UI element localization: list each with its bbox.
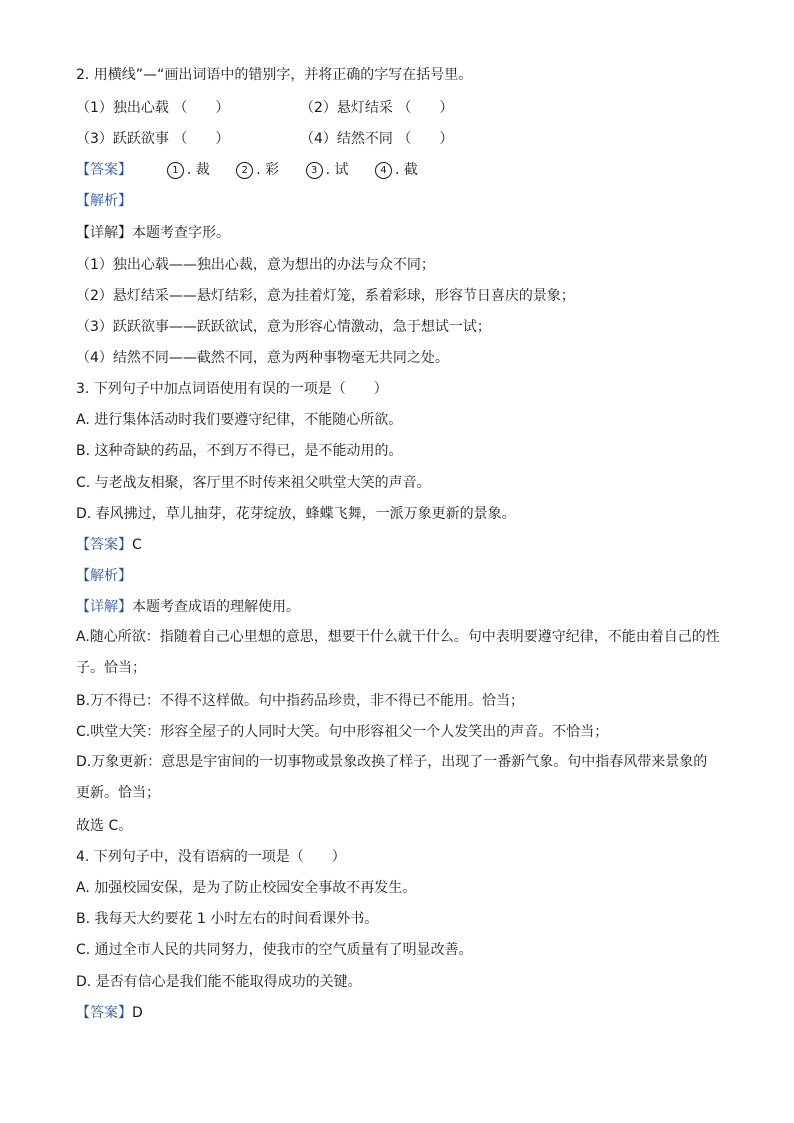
q3-detail-intro: 【详解】本题考查成语的理解使用。 <box>76 599 300 615</box>
q2-detail-intro: 【详解】本题考查字形。 <box>76 225 230 241</box>
q4-answer-line <box>76 1004 143 1022</box>
q3-option-d: D. 春风拂过，草儿抽芽，花芽绽放，蜂蝶飞舞，一派万象更新的景象。 <box>76 506 516 522</box>
q3-detail-b: B.万不得已：不得不这样做。句中指药品珍贵，非不得已不能用。恰当； <box>76 693 525 709</box>
q3-option-b: B. 这种奇缺的药品，不到万不得已，是不能动用的。 <box>76 443 403 459</box>
q3-answer-line <box>76 536 142 554</box>
q2-items-row-2 <box>76 130 720 148</box>
circled-number: 2 <box>236 162 253 179</box>
q2-detail-4: （4）结然不同——截然不同，意为两种事物毫无共同之处。 <box>76 350 449 366</box>
q4-option-b: B. 我每天大约要花 1 小时左右的时间看课外书。 <box>76 911 379 927</box>
detail-tag: 【详解】 <box>76 225 132 241</box>
answer-item-1: 1 . 裁 <box>167 161 210 179</box>
q3-option-a: A. 进行集体活动时我们要遵守纪律，不能随心所欲。 <box>76 412 403 428</box>
circled-number: 1 <box>167 162 184 179</box>
answer-item-4: 4 . 截 <box>375 161 418 179</box>
answer-item-3: 3 . 试 <box>306 161 349 179</box>
answer-tag: 【答案】 <box>76 162 132 178</box>
q3-conclusion: 故选 C。 <box>76 818 133 834</box>
q2-stem: 2. 用横线”—“画出词语中的错别字，并将正确的字写在括号里。 <box>76 67 473 83</box>
detail-tag: 【详解】 <box>76 599 132 615</box>
q2-answer-line <box>76 161 440 179</box>
q2-detail-3: （3）跃跃欲事——跃跃欲试，意为形容心情激动，急于想试一试； <box>76 319 491 335</box>
answer-tag: 【答案】 <box>76 1005 132 1021</box>
q2-item-3: （3）跃跃欲事 （ ） <box>76 131 230 147</box>
q4-option-d: D. 是否有信心是我们能不能取得成功的关键。 <box>76 974 362 990</box>
q2-item-1: （1）独出心载 （ ） <box>76 100 230 116</box>
q2-items-row-1 <box>76 99 720 117</box>
q2-item-4: （4）结然不同 （ ） <box>300 131 454 147</box>
circled-number: 4 <box>375 162 392 179</box>
q3-answer: C <box>132 537 142 553</box>
q2-item-2: （2）悬灯结采 （ ） <box>300 100 454 116</box>
q3-detail-a: A.随心所欲：指随着自己心里想的意思，想要干什么就干什么。句中表明要遵守纪律，不能由着自己的性子。恰当； <box>76 629 720 676</box>
q2-detail-2: （2）悬灯结采——悬灯结彩，意为挂着灯笼，系着彩球，形容节日喜庆的景象； <box>76 288 575 304</box>
q4-answer: D <box>132 1005 143 1021</box>
analysis-tag: 【解析】 <box>76 193 132 209</box>
q4-option-a: A. 加强校园安保，是为了防止校园安全事故不再发生。 <box>76 880 417 896</box>
q3-option-c: C. 与老战友相聚，客厅里不时传来祖父哄堂大笑的声音。 <box>76 475 431 491</box>
answer-tag: 【答案】 <box>76 537 132 553</box>
q3-detail-d: D.万象更新：意思是宇宙间的一切事物或景象改换了样子，出现了一番新气象。句中指春风带来景象的更新。恰当； <box>76 754 708 801</box>
circled-number: 3 <box>306 162 323 179</box>
q4-stem: 4. 下列句子中，没有语病的一项是（ ） <box>76 849 346 865</box>
q3-detail-c: C.哄堂大笑：形容全屋子的人同时大笑。句中形容祖父一个人发笑出的声音。不恰当； <box>76 724 609 740</box>
q4-option-c: C. 通过全市人民的共同努力，使我市的空气质量有了明显改善。 <box>76 942 473 958</box>
q3-stem: 3. 下列句子中加点词语使用有误的一项是（ ） <box>76 381 388 397</box>
analysis-tag: 【解析】 <box>76 568 132 584</box>
q2-detail-1: （1）独出心载——独出心裁，意为想出的办法与众不同； <box>76 257 435 273</box>
answer-item-2: 2 . 彩 <box>236 161 279 179</box>
